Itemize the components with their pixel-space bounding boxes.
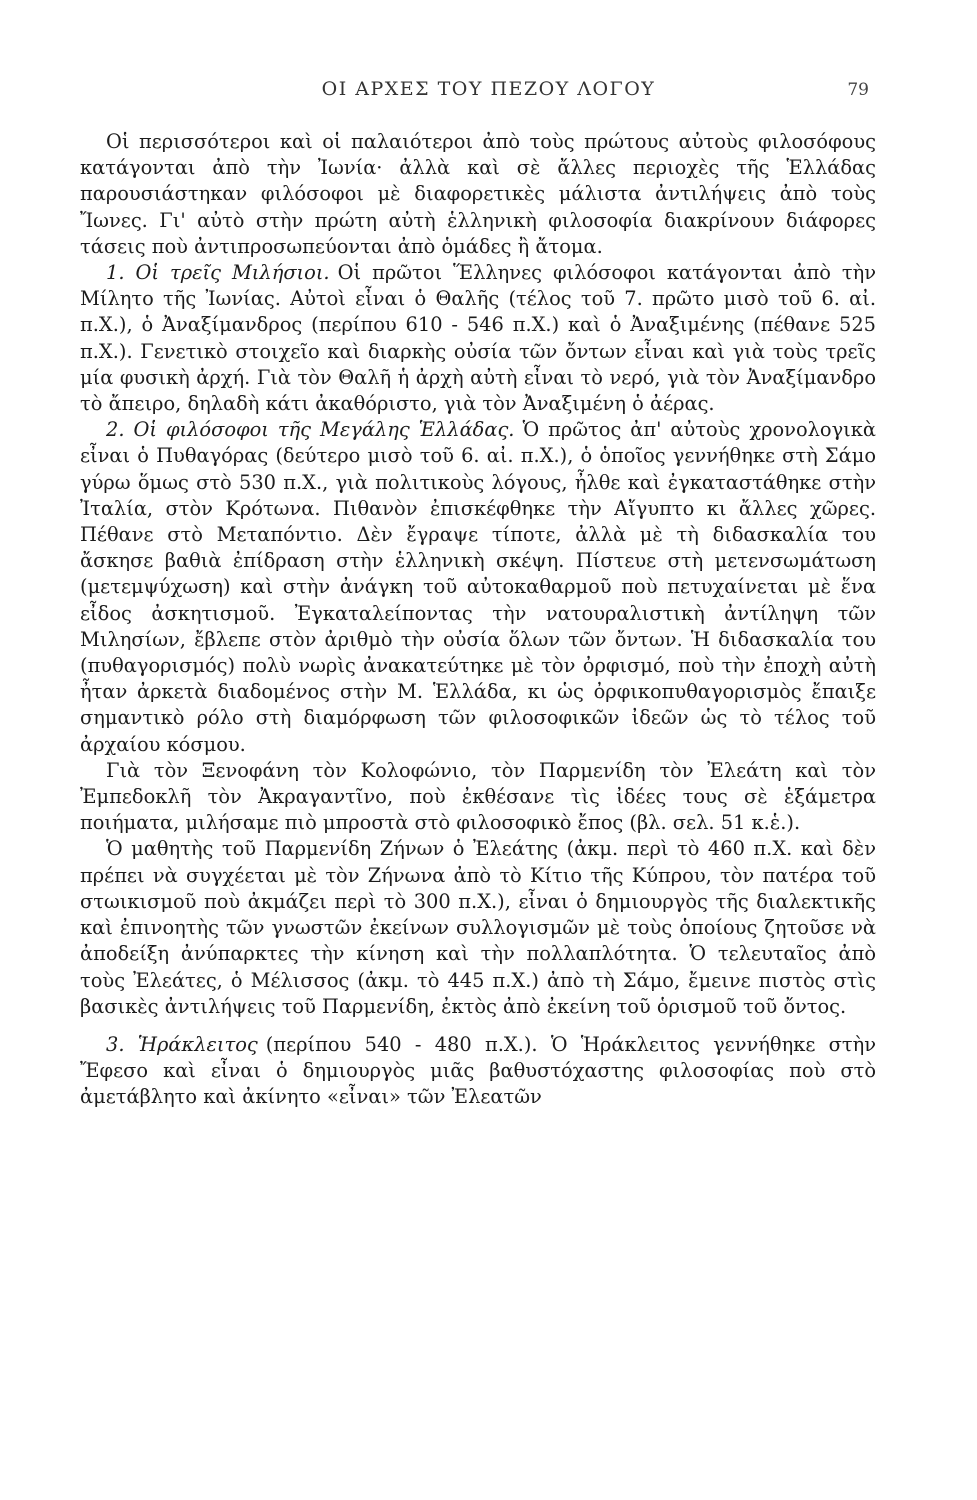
section-heading-milesians: 1. Οἱ τρεῖς Μιλήσιοι. bbox=[106, 261, 330, 285]
paragraph-milesians bbox=[80, 260, 876, 417]
paragraph-eleatics: Γιὰ τὸν Ξενοφάνη τὸν Κολοφώνιο, τὸν Παρμενίδη τὸν Ἐλεάτη καὶ τὸν Ἐμπεδοκλῆ τὸν Ἀκραγαντῖνο, ποὺ ἐκθέσανε τὶς ἰδέες τους σὲ ἑξάμετρα ποιήματα, μιλήσαμε πιὸ μπροστὰ στὸ φιλοσοφικὸ ἔπος (βλ. σελ. 51 κ.ἑ.). bbox=[80, 758, 876, 835]
running-title: ΟΙ ΑΡΧΕΣ ΤΟΥ ΠΕΖΟΥ ΛΟΓΟΥ bbox=[321, 78, 656, 100]
paragraph-intro: Οἱ περισσότεροι καὶ οἱ παλαιότεροι ἀπὸ τοὺς πρώτους αὐτοὺς φιλοσόφους κατάγονται ἀπὸ τὴν Ἰωνία· ἀλλὰ καὶ σὲ ἄλλες περιοχὲς τῆς Ἑλλάδας παρουσιάστηκαν φιλόσοφοι μὲ διαφορετικὲς μάλιστα ἀντιλήψεις ἀπὸ τοὺς Ἴωνες. Γι' αὐτὸ στὴν πρώτη αὐτὴ ἑλληνικὴ φιλοσοφία διακρίνουν διάφορες τάσεις ποὺ ἀντιπροσωπεύονται ἀπὸ ὁμάδες ἢ ἄτομα. bbox=[80, 130, 876, 258]
paragraph-heraclitus-text: (περίπου 540 - 480 π.Χ.). Ὁ Ἡράκλειτος γεννήθηκε στὴν Ἔφεσο καὶ εἶναι ὁ δημιουργὸς μιᾶς βαθυστόχαστης φιλοσοφίας ποὺ στὸ ἀμετάβλητο καὶ ἀκίνητο «εἶναι» τῶν Ἐλεατῶν bbox=[80, 1032, 876, 1109]
page-header bbox=[0, 78, 977, 108]
paragraph-heraclitus bbox=[80, 1032, 876, 1111]
paragraph-zeno: Ὁ μαθητὴς τοῦ Παρμενίδη Ζήνων ὁ Ἐλεάτης (ἀκμ. περὶ τὸ 460 π.Χ. καὶ δὲν πρέπει νὰ συγχέεται μὲ τὸν Ζήνωνα ἀπὸ τὸ Κίτιο τῆς Κύπρου, τὸν πατέρα τοῦ στωικισμοῦ ποὺ ἀκμάζει περὶ τὸ 300 π.Χ.), εἶναι ὁ δημιουργὸς τῆς διαλεκτικῆς καὶ ἐπινοητὴς τῶν γνωστῶν ἐκείνων συλλογισμῶν μὲ τοὺς ὁποίους ζητοῦσε νὰ ἀποδείξη ἀνύπαρκτες τὴν κίνηση καὶ τὴν πολλαπλότητα. Ὁ τελευταῖος ἀπὸ τοὺς Ἐλεάτες, ὁ Μέλισσος (ἀκμ. τὸ 445 π.Χ.) ἀπὸ τὴ Σάμο, ἔμεινε πιστὸς στὶς βασικὲς ἀντιλήψεις τοῦ Παρμενίδη, ἐκτὸς ἀπὸ ἐκείνη τοῦ ὁρισμοῦ τοῦ ὄντος. bbox=[80, 837, 876, 1018]
section-heading-magna-graecia: 2. Οἱ φιλόσοφοι τῆς Μεγάλης Ἑλλάδας. bbox=[106, 418, 515, 442]
page-number: 79 bbox=[847, 80, 869, 100]
section-heading-heraclitus: 3. Ἡράκλειτος bbox=[106, 1032, 258, 1056]
paragraph-magna-graecia bbox=[80, 417, 876, 758]
body-text bbox=[80, 129, 876, 1111]
paragraph-milesians-text: Οἱ πρῶτοι Ἕλληνες φιλόσοφοι κατάγονται ἀπὸ τὴν Μίλητο τῆς Ἰωνίας. Αὐτοὶ εἶναι ὁ Θαλῆς (τέλος τοῦ 7. πρῶτο μισὸ τοῦ 6. αἰ. π.Χ.), ὁ Ἀναξίμανδρος (περίπου 610 - 546 π.Χ.) καὶ ὁ Ἀναξιμένης (πέθανε 525 π.Χ.). Γενετικὸ στοιχεῖο καὶ διαρκὴς οὐσία τῶν ὄντων εἶναι καὶ γιὰ τοὺς τρεῖς μία φυσικὴ ἀρχή. Γιὰ τὸν Θαλῆ ἡ ἀρχὴ αὐτὴ εἶναι τὸ νερό, γιὰ τὸν Ἀναξίμανδρο τὸ ἄπειρο, δηλαδὴ κάτι ἀκαθόριστο, γιὰ τὸν Ἀναξιμένη ὁ ἀέρας. bbox=[80, 261, 876, 416]
paragraph-magna-graecia-text: Ὁ πρῶτος ἀπ' αὐτοὺς χρονολογικὰ εἶναι ὁ Πυθαγόρας (δεύτερο μισὸ τοῦ 6. αἰ. π.Χ.), ὁ ὁποῖος γεννήθηκε στὴ Σάμο γύρω ὅμως στὸ 530 π.Χ., γιὰ πολιτικοὺς λόγους, ἦλθε καὶ ἐγκαταστάθηκε στὴν Ἰταλία, στὸν Κρότωνα. Πιθανὸν ἐπισκέφθηκε τὴν Αἴγυπτο κι ἄλλες χῶρες. Πέθανε στὸ Μεταπόντιο. Δὲν ἔγραψε τίποτε, ἀλλὰ μὲ τὴ διδασκαλία του ἄσκησε βαθιὰ ἐπίδραση στὴν ἑλληνικὴ σκέψη. Πίστευε στὴ μετενσωμάτωση (μετεμψύχωση) καὶ στὴν ἀνάγκη τοῦ αὐτοκαθαρμοῦ ποὺ πετυχαίνεται μὲ ἕνα εἶδος ἀσκητισμοῦ. Ἐγκαταλείποντας τὴν νατουραλιστικὴ ἀντίληψη τῶν Μιλησίων, ἔβλεπε στὸν ἀριθμὸ τὴν οὐσία ὅλων τῶν ὄντων. Ἡ διδασκαλία του (πυθαγορισμός) πολὺ νωρὶς ἀνακατεύτηκε μὲ τὸν ὀρφισμό, ποὺ τὴν ἐποχὴ αὐτὴ ἦταν ἀρκετὰ διαδομένος στὴν Μ. Ἑλλάδα, κι ὡς ὀρφικοπυθαγορισμὸς ἔπαιξε σημαντικὸ ρόλο στὴ διαμόρφωση τῶν φιλοσοφικῶν ἰδεῶν ὡς τὸ τέλος τοῦ ἀρχαίου κόσμου. bbox=[80, 418, 876, 756]
